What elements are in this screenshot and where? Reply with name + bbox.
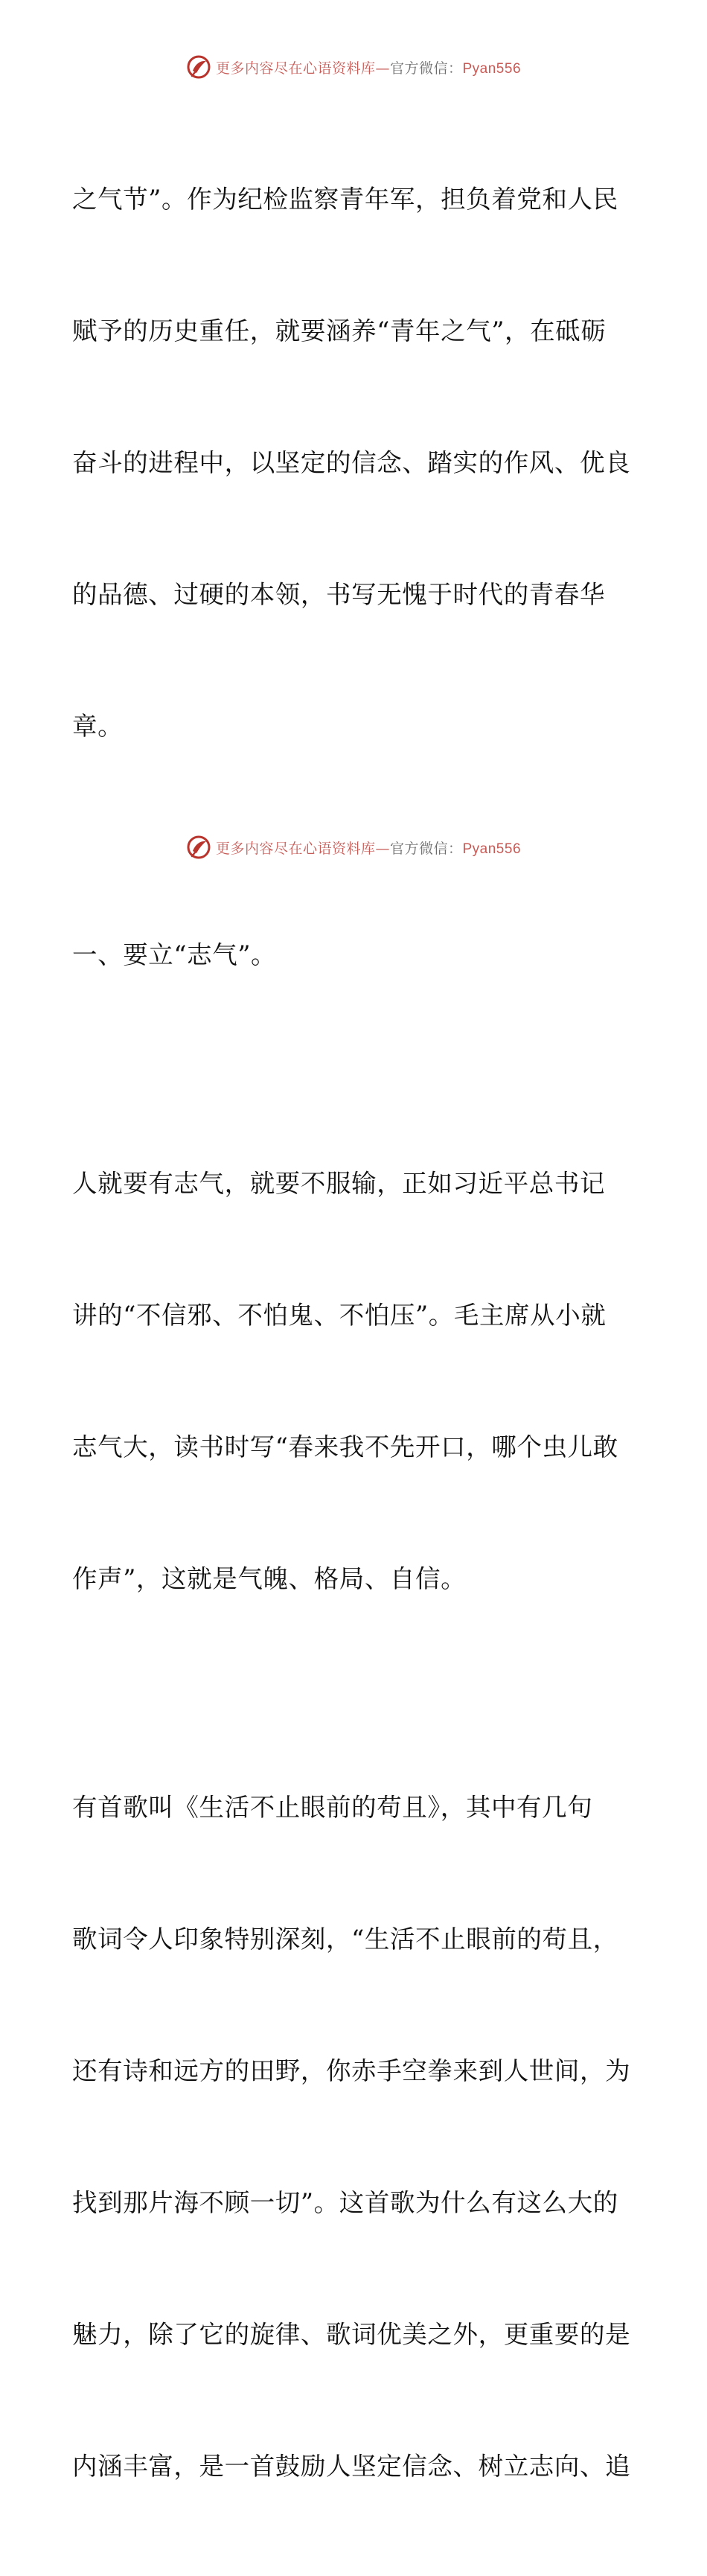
header-wechat-id: Pyan556 [462,60,522,77]
page-header-banner [0,52,707,82]
text-line: 志气大，读书时写“春来我不先开口，哪个虫儿敢 [72,1432,618,1461]
header-banner-text [216,57,521,77]
footer-site-text: 更多内容尽在心语资料库 [215,840,376,857]
footer-banner-text [216,838,521,858]
text-line: 内涵丰富，是一首鼓励人坚定信念、树立志向、追 [72,2452,631,2481]
text-line: 章。 [72,712,124,741]
text-line: 之气节”。作为纪检监察青年军，担负着党和人民 [72,185,618,214]
text-line: 的品德、过硬的本领，书写无愧于时代的青春华 [72,580,606,609]
header-wechat-label: 官方微信： [389,60,463,77]
text-line: 人就要有志气，就要不服输，正如习近平总书记 [72,1169,606,1198]
text-line: 还有诗和远方的田野，你赤手空拳来到人世间，为 [72,2056,631,2085]
header-site-text: 更多内容尽在心语资料库 [215,60,376,77]
text-line: 歌词令人印象特别深刻，“生活不止眼前的苟且， [72,1925,618,1954]
paragraph-ambition [72,1074,638,1689]
document-body [72,89,638,2576]
text-line: 找到那片海不顾一切”。这首歌为什么有这么大的 [72,2188,618,2217]
footer-wechat-id: Pyan556 [462,841,522,857]
text-line: 作声”，这就是气魄、格局、自信。 [72,1564,467,1593]
footer-dash: — [375,840,390,857]
red-circle-brush-logo-icon [186,54,211,80]
text-line: 有首歌叫《生活不止眼前的苟且》，其中有几句 [72,1793,593,1822]
page-footer-banner [0,832,707,862]
text-line: 魅力，除了它的旋律、歌词优美之外，更重要的是 [72,2320,631,2349]
text-line: 赋予的历史重任，就要涵养“青年之气”，在砥砺 [72,316,607,345]
red-circle-brush-logo-icon [186,835,211,860]
text-line: 奋斗的进程中，以坚定的信念、踏实的作风、优良 [72,448,631,477]
header-dash: — [375,60,390,77]
section-heading [72,845,638,1065]
section-heading-text: 一、要立“志气”。 [72,940,277,969]
paragraph-song [72,1697,638,2576]
text-line: 讲的“不信邪、不怕鬼、不怕压”。毛主席从小就 [72,1301,607,1330]
paragraph-intro-continuation [72,89,638,836]
footer-wechat-label: 官方微信： [389,840,463,857]
